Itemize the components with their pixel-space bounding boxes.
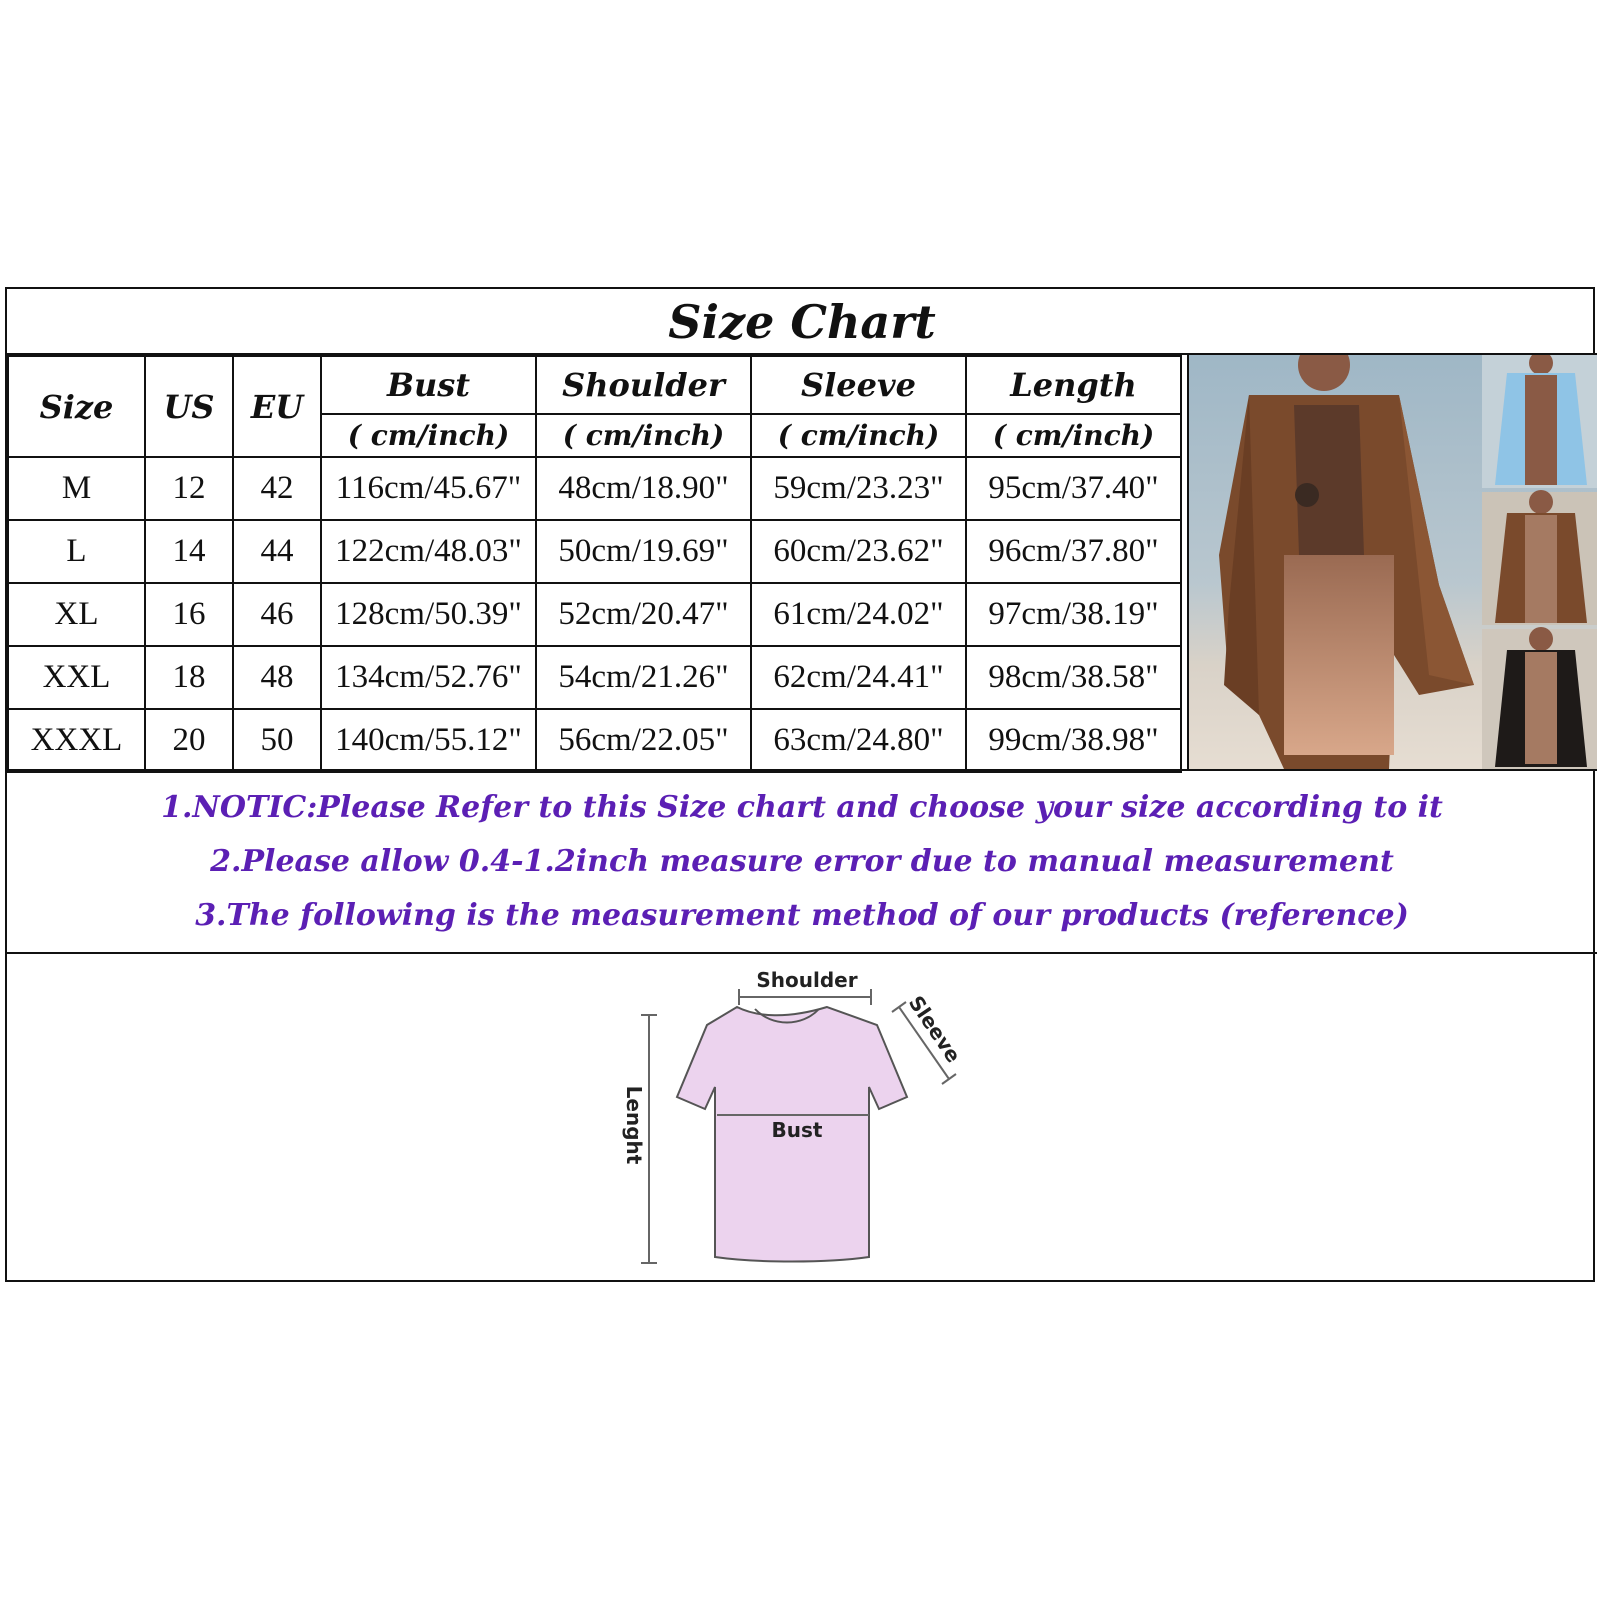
cell-eu: 50 — [233, 709, 321, 772]
note-3: 3.The following is the measurement method of our products (reference) — [195, 898, 1409, 933]
cell-eu: 42 — [233, 457, 321, 520]
table-row — [8, 457, 1181, 520]
cell-bust: 134cm/52.76" — [321, 646, 536, 709]
table-row — [8, 583, 1181, 646]
color-thumbnail-black — [1482, 627, 1597, 769]
cell-size: M — [8, 457, 145, 520]
header-shoulder: Shoulder — [536, 356, 751, 414]
cell-eu: 44 — [233, 520, 321, 583]
note-2: 2.Please allow 0.4-1.2inch measure error due to manual measurement — [210, 844, 1394, 879]
size-chart — [5, 287, 1595, 1282]
unit-bust: ( cm/inch) — [321, 414, 536, 457]
product-photo-illustration — [1189, 355, 1597, 769]
table-row — [8, 709, 1181, 772]
cell-eu: 48 — [233, 646, 321, 709]
cell-shoulder: 52cm/20.47" — [536, 583, 751, 646]
cell-sleeve: 59cm/23.23" — [751, 457, 966, 520]
header-us: US — [145, 356, 233, 457]
table-row — [8, 520, 1181, 583]
size-table — [7, 355, 1182, 773]
notes-section — [7, 769, 1597, 954]
cell-bust: 116cm/45.67" — [321, 457, 536, 520]
cell-size: XXL — [8, 646, 145, 709]
length-label: Lenght — [622, 1085, 646, 1165]
cell-bust: 122cm/48.03" — [321, 520, 536, 583]
header-size: Size — [8, 356, 145, 457]
shoulder-label: Shoulder — [756, 968, 858, 992]
cell-length: 96cm/37.80" — [966, 520, 1181, 583]
cell-bust: 128cm/50.39" — [321, 583, 536, 646]
color-thumbnail-blue — [1482, 355, 1597, 488]
cell-shoulder: 50cm/19.69" — [536, 520, 751, 583]
unit-sleeve: ( cm/inch) — [751, 414, 966, 457]
cell-us: 16 — [145, 583, 233, 646]
cell-bust: 140cm/55.12" — [321, 709, 536, 772]
cell-length: 95cm/37.40" — [966, 457, 1181, 520]
sleeve-label: Sleeve — [903, 991, 966, 1067]
header-sleeve: Sleeve — [751, 356, 966, 414]
chart-title: Size Chart — [7, 289, 1597, 355]
bust-label: Bust — [771, 1118, 823, 1142]
cell-sleeve: 60cm/23.62" — [751, 520, 966, 583]
header-bust: Bust — [321, 356, 536, 414]
header-length: Length — [966, 356, 1181, 414]
cell-us: 20 — [145, 709, 233, 772]
cell-us: 18 — [145, 646, 233, 709]
header-eu: EU — [233, 356, 321, 457]
cell-us: 14 — [145, 520, 233, 583]
unit-shoulder: ( cm/inch) — [536, 414, 751, 457]
unit-length: ( cm/inch) — [966, 414, 1181, 457]
header-row — [8, 356, 1181, 414]
cell-shoulder: 54cm/21.26" — [536, 646, 751, 709]
cell-sleeve: 62cm/24.41" — [751, 646, 966, 709]
cell-size: XXXL — [8, 709, 145, 772]
table-row — [8, 646, 1181, 709]
cell-shoulder: 48cm/18.90" — [536, 457, 751, 520]
cell-length: 97cm/38.19" — [966, 583, 1181, 646]
cell-size: L — [8, 520, 145, 583]
cell-eu: 46 — [233, 583, 321, 646]
cell-length: 98cm/38.58" — [966, 646, 1181, 709]
note-1: 1.NOTIC:Please Refer to this Size chart and choose your size according to it — [161, 790, 1443, 825]
cell-shoulder: 56cm/22.05" — [536, 709, 751, 772]
cell-length: 99cm/38.98" — [966, 709, 1181, 772]
cell-us: 12 — [145, 457, 233, 520]
product-photo — [1187, 355, 1597, 769]
cell-size: XL — [8, 583, 145, 646]
color-thumbnail-brown — [1482, 490, 1597, 625]
measurement-diagram — [607, 957, 1007, 1277]
cell-sleeve: 61cm/24.02" — [751, 583, 966, 646]
cell-sleeve: 63cm/24.80" — [751, 709, 966, 772]
